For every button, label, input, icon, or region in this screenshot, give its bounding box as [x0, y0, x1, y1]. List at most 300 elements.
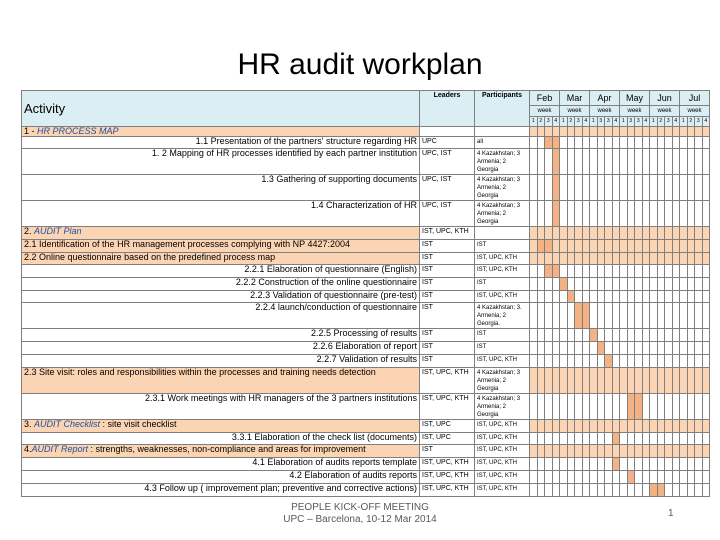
gantt-cell: [537, 484, 545, 497]
gantt-cell: [590, 445, 598, 458]
gantt-cell: [635, 420, 643, 433]
gantt-cell: [530, 420, 538, 433]
gantt-cell: [672, 253, 680, 265]
gantt-cell: [627, 137, 635, 149]
gantt-cell: [575, 227, 583, 240]
gantt-cell: [642, 484, 650, 497]
participants-cell: [475, 227, 530, 240]
gantt-cell: [552, 240, 560, 253]
gantt-cell: [635, 368, 643, 394]
gantt-cell: [605, 458, 613, 471]
gantt-cell: [620, 127, 628, 137]
gantt-cell: [597, 253, 605, 265]
gantt-cell: [687, 329, 695, 342]
participants-cell: IST, UPC, KTH: [475, 445, 530, 458]
gantt-cell: [672, 278, 680, 291]
gantt-cell: [627, 445, 635, 458]
gantt-cell: [537, 137, 545, 149]
leaders-cell: IST: [420, 265, 475, 278]
table-row: [22, 394, 710, 420]
gantt-cell: [642, 458, 650, 471]
gantt-cell: [575, 240, 583, 253]
gantt-cell: [665, 458, 673, 471]
leaders-cell: IST, UPC, KTH: [420, 394, 475, 420]
gantt-cell: [687, 240, 695, 253]
participants-cell: 4 Kazakhstan; 3 Armenia; 2 Georgia: [475, 394, 530, 420]
gantt-cell: [567, 127, 575, 137]
week-number: 4: [612, 117, 620, 127]
gantt-cell: [537, 394, 545, 420]
activity-cell: 2.2 Online questionnaire based on the predefined process map: [22, 253, 420, 265]
gantt-cell: [620, 265, 628, 278]
gantt-cell: [537, 240, 545, 253]
gantt-cell: [605, 240, 613, 253]
gantt-cell: [672, 127, 680, 137]
gantt-cell: [635, 240, 643, 253]
leaders-cell: IST: [420, 253, 475, 265]
gantt-cell: [695, 149, 703, 175]
page-number: 1: [668, 508, 674, 519]
gantt-cell: [672, 342, 680, 355]
gantt-cell: [575, 394, 583, 420]
gantt-cell: [620, 484, 628, 497]
gantt-cell: [537, 368, 545, 394]
gantt-cell: [582, 278, 590, 291]
gantt-cell: [545, 368, 553, 394]
table-row: [22, 201, 710, 227]
gantt-cell: [597, 368, 605, 394]
gantt-cell: [702, 471, 710, 484]
gantt-cell: [530, 329, 538, 342]
gantt-cell: [672, 265, 680, 278]
gantt-cell: [537, 329, 545, 342]
table-row: [22, 253, 710, 265]
gantt-cell: [627, 175, 635, 201]
gantt-cell: [650, 265, 658, 278]
leaders-cell: IST: [420, 303, 475, 329]
gantt-cell: [650, 227, 658, 240]
gantt-cell: [627, 127, 635, 137]
table-row: [22, 420, 710, 433]
gantt-cell: [590, 471, 598, 484]
activity-cell: 2.2.3 Validation of questionnaire (pre-test): [22, 291, 420, 303]
gantt-cell: [687, 394, 695, 420]
gantt-cell: [657, 253, 665, 265]
gantt-cell: [702, 394, 710, 420]
gantt-cell: [642, 342, 650, 355]
gantt-cell: [680, 355, 688, 368]
gantt-cell: [537, 201, 545, 227]
gantt-cell: [657, 278, 665, 291]
week-number: 3: [627, 117, 635, 127]
gantt-cell: [597, 265, 605, 278]
gantt-cell: [612, 368, 620, 394]
gantt-cell: [567, 368, 575, 394]
footer-event: PEOPLE KICK-OFF MEETING: [291, 502, 429, 513]
gantt-cell: [597, 127, 605, 137]
gantt-cell: [695, 355, 703, 368]
gantt-cell: [545, 240, 553, 253]
gantt-cell: [635, 303, 643, 329]
participants-cell: IST, UPC, KTH: [475, 355, 530, 368]
week-number: 1: [680, 117, 688, 127]
gantt-cell: [672, 149, 680, 175]
gantt-cell: [657, 458, 665, 471]
table-row: [22, 471, 710, 484]
gantt-cell: [620, 253, 628, 265]
gantt-cell: [552, 253, 560, 265]
gantt-cell: [635, 329, 643, 342]
gantt-cell: [642, 265, 650, 278]
leaders-cell: IST: [420, 329, 475, 342]
gantt-cell: [530, 201, 538, 227]
gantt-cell: [672, 227, 680, 240]
gantt-cell: [575, 471, 583, 484]
week-number: 3: [665, 117, 673, 127]
gantt-cell: [665, 227, 673, 240]
gantt-cell: [642, 445, 650, 458]
gantt-cell: [537, 458, 545, 471]
gantt-cell: [650, 342, 658, 355]
table-row: [22, 227, 710, 240]
month-apr: Apr: [590, 91, 620, 106]
gantt-cell: [695, 137, 703, 149]
gantt-cell: [530, 137, 538, 149]
gantt-cell: [567, 329, 575, 342]
leaders-cell: IST, UPC, KTH: [420, 368, 475, 394]
gantt-cell: [627, 433, 635, 445]
footer-location: UPC – Barcelona, 10-12 Mar 2014: [283, 514, 437, 525]
gantt-cell: [545, 175, 553, 201]
gantt-cell: [702, 329, 710, 342]
gantt-cell: [530, 445, 538, 458]
gantt-cell: [702, 303, 710, 329]
week-number: 1: [650, 117, 658, 127]
gantt-cell: [597, 278, 605, 291]
gantt-cell: [672, 433, 680, 445]
gantt-cell: [545, 433, 553, 445]
week-number: 3: [635, 117, 643, 127]
gantt-cell: [605, 368, 613, 394]
gantt-cell: [575, 253, 583, 265]
gantt-cell: [575, 368, 583, 394]
gantt-cell: [582, 329, 590, 342]
activity-cell: [22, 127, 420, 137]
activity-cell: 2.2.2 Construction of the online questionnaire: [22, 278, 420, 291]
gantt-cell: [657, 201, 665, 227]
gantt-cell: [642, 420, 650, 433]
gantt-cell: [620, 175, 628, 201]
gantt-cell: [605, 342, 613, 355]
activity-emphasis: AUDIT Plan: [34, 226, 82, 236]
gantt-cell: [612, 355, 620, 368]
leaders-cell: UPC, IST: [420, 149, 475, 175]
gantt-cell: [680, 265, 688, 278]
week-number: 4: [642, 117, 650, 127]
gantt-cell: [597, 445, 605, 458]
leaders-cell: IST: [420, 342, 475, 355]
gantt-cell: [680, 303, 688, 329]
gantt-cell: [702, 355, 710, 368]
gantt-cell: [627, 278, 635, 291]
table-row: [22, 484, 710, 497]
gantt-cell: [650, 278, 658, 291]
gantt-cell: [575, 201, 583, 227]
gantt-cell: [695, 368, 703, 394]
gantt-cell: [597, 433, 605, 445]
gantt-cell: [590, 355, 598, 368]
table-row: [22, 127, 710, 137]
gantt-cell: [545, 265, 553, 278]
gantt-cell: [620, 291, 628, 303]
gantt-cell: [552, 342, 560, 355]
gantt-cell: [597, 201, 605, 227]
gantt-cell: [612, 420, 620, 433]
gantt-cell: [665, 265, 673, 278]
gantt-cell: [620, 420, 628, 433]
gantt-cell: [560, 227, 568, 240]
gantt-cell: [702, 227, 710, 240]
gantt-cell: [657, 355, 665, 368]
gantt-cell: [537, 265, 545, 278]
gantt-cell: [642, 471, 650, 484]
gantt-cell: [612, 137, 620, 149]
table-row: [22, 240, 710, 253]
participants-cell: IST, UPC, KTH: [475, 291, 530, 303]
gantt-cell: [672, 201, 680, 227]
gantt-cell: [552, 368, 560, 394]
gantt-cell: [545, 227, 553, 240]
gantt-cell: [635, 471, 643, 484]
gantt-cell: [635, 253, 643, 265]
gantt-cell: [620, 303, 628, 329]
gantt-cell: [657, 471, 665, 484]
gantt-cell: [702, 265, 710, 278]
gantt-cell: [695, 278, 703, 291]
gantt-cell: [590, 253, 598, 265]
gantt-cell: [702, 175, 710, 201]
activity-cell: 1.1 Presentation of the partners' structure regarding HR: [22, 137, 420, 149]
gantt-cell: [530, 253, 538, 265]
activity-prefix: 3.: [24, 419, 35, 429]
table-row: [22, 303, 710, 329]
week-number: 4: [582, 117, 590, 127]
gantt-cell: [650, 394, 658, 420]
gantt-cell: [657, 240, 665, 253]
participants-cell: 4 Kazakhstan; 3 Armenia; 2 Georgia: [475, 175, 530, 201]
participants-cell: IST; UPC, KTH: [475, 265, 530, 278]
gantt-cell: [672, 471, 680, 484]
gantt-cell: [620, 342, 628, 355]
gantt-cell: [657, 368, 665, 394]
gantt-cell: [605, 394, 613, 420]
gantt-cell: [545, 127, 553, 137]
gantt-cell: [642, 433, 650, 445]
gantt-cell: [680, 433, 688, 445]
leaders-cell: IST: [420, 278, 475, 291]
gantt-cell: [657, 394, 665, 420]
gantt-cell: [627, 201, 635, 227]
participants-cell: IST, UPC, KTH: [475, 433, 530, 445]
gantt-cell: [665, 253, 673, 265]
gantt-cell: [560, 342, 568, 355]
gantt-cell: [702, 253, 710, 265]
gantt-cell: [650, 458, 658, 471]
week-number: 1: [560, 117, 568, 127]
gantt-cell: [635, 127, 643, 137]
table-row: [22, 137, 710, 149]
gantt-cell: [612, 201, 620, 227]
gantt-cell: [665, 137, 673, 149]
gantt-cell: [582, 127, 590, 137]
week-number: 2: [657, 117, 665, 127]
gantt-cell: [567, 342, 575, 355]
gantt-cell: [575, 355, 583, 368]
leaders-cell: IST, UPC: [420, 433, 475, 445]
gantt-cell: [657, 303, 665, 329]
gantt-cell: [560, 368, 568, 394]
gantt-cell: [560, 303, 568, 329]
gantt-cell: [545, 137, 553, 149]
footer: [212, 502, 508, 526]
gantt-cell: [635, 394, 643, 420]
gantt-cell: [545, 278, 553, 291]
gantt-cell: [545, 484, 553, 497]
gantt-cell: [582, 137, 590, 149]
gantt-cell: [620, 137, 628, 149]
gantt-cell: [702, 127, 710, 137]
gantt-cell: [612, 149, 620, 175]
gantt-cell: [687, 175, 695, 201]
week-label: week: [620, 106, 650, 117]
gantt-cell: [567, 201, 575, 227]
participants-cell: all: [475, 137, 530, 149]
gantt-cell: [582, 355, 590, 368]
gantt-cell: [687, 303, 695, 329]
month-jul: Jul: [680, 91, 710, 106]
gantt-cell: [552, 291, 560, 303]
gantt-cell: [545, 253, 553, 265]
gantt-cell: [560, 175, 568, 201]
gantt-cell: [537, 227, 545, 240]
gantt-cell: [627, 484, 635, 497]
week-number: 2: [567, 117, 575, 127]
gantt-cell: [582, 420, 590, 433]
gantt-cell: [635, 458, 643, 471]
header-activity: Activity: [22, 91, 420, 127]
gantt-cell: [680, 368, 688, 394]
gantt-cell: [582, 175, 590, 201]
gantt-cell: [582, 445, 590, 458]
gantt-cell: [657, 227, 665, 240]
gantt-cell: [530, 175, 538, 201]
gantt-cell: [552, 484, 560, 497]
gantt-cell: [575, 433, 583, 445]
gantt-cell: [680, 471, 688, 484]
gantt-cell: [590, 342, 598, 355]
gantt-cell: [590, 291, 598, 303]
gantt-cell: [590, 394, 598, 420]
gantt-cell: [612, 433, 620, 445]
gantt-cell: [530, 433, 538, 445]
gantt-cell: [620, 458, 628, 471]
participants-cell: 4 Kazakhstan; 3 Armenia; 2 Georgia: [475, 368, 530, 394]
gantt-cell: [590, 303, 598, 329]
gantt-cell: [545, 201, 553, 227]
gantt-cell: [597, 240, 605, 253]
gantt-cell: [672, 240, 680, 253]
gantt-cell: [605, 253, 613, 265]
gantt-cell: [702, 342, 710, 355]
gantt-cell: [597, 291, 605, 303]
gantt-cell: [672, 445, 680, 458]
activity-cell: 2.2.6 Elaboration of report: [22, 342, 420, 355]
gantt-cell: [702, 368, 710, 394]
gantt-cell: [620, 227, 628, 240]
gantt-cell: [627, 149, 635, 175]
activity-cell: 2.2.7 Validation of results: [22, 355, 420, 368]
gantt-cell: [642, 240, 650, 253]
gantt-cell: [687, 227, 695, 240]
gantt-cell: [560, 265, 568, 278]
gantt-cell: [605, 127, 613, 137]
gantt-cell: [605, 471, 613, 484]
gantt-cell: [627, 394, 635, 420]
gantt-cell: [650, 445, 658, 458]
gantt-cell: [665, 355, 673, 368]
gantt-cell: [560, 291, 568, 303]
week-number: 3: [597, 117, 605, 127]
week-label: week: [530, 106, 560, 117]
leaders-cell: UPC, IST: [420, 175, 475, 201]
gantt-cell: [567, 433, 575, 445]
gantt-cell: [650, 137, 658, 149]
gantt-cell: [530, 240, 538, 253]
gantt-cell: [537, 175, 545, 201]
activity-cell: [22, 420, 420, 433]
month-may: May: [620, 91, 650, 106]
gantt-cell: [672, 175, 680, 201]
gantt-cell: [620, 355, 628, 368]
gantt-cell: [680, 127, 688, 137]
gantt-cell: [650, 484, 658, 497]
gantt-cell: [680, 291, 688, 303]
leaders-cell: IST, UPC, KTH: [420, 227, 475, 240]
participants-cell: 4 Kazakhstan; 3 Armenia; 2 Georgia: [475, 201, 530, 227]
gantt-cell: [560, 149, 568, 175]
gantt-cell: [567, 227, 575, 240]
gantt-cell: [657, 137, 665, 149]
gantt-cell: [620, 149, 628, 175]
gantt-cell: [657, 342, 665, 355]
activity-cell: [22, 227, 420, 240]
gantt-cell: [560, 445, 568, 458]
gantt-cell: [605, 149, 613, 175]
gantt-cell: [687, 355, 695, 368]
gantt-cell: [567, 394, 575, 420]
gantt-cell: [597, 227, 605, 240]
gantt-cell: [680, 458, 688, 471]
gantt-cell: [642, 149, 650, 175]
gantt-cell: [627, 471, 635, 484]
gantt-cell: [590, 484, 598, 497]
gantt-cell: [672, 394, 680, 420]
gantt-cell: [605, 265, 613, 278]
gantt-cell: [642, 278, 650, 291]
participants-cell: IST, UPC, KTH: [475, 484, 530, 497]
gantt-cell: [702, 201, 710, 227]
gantt-cell: [665, 201, 673, 227]
